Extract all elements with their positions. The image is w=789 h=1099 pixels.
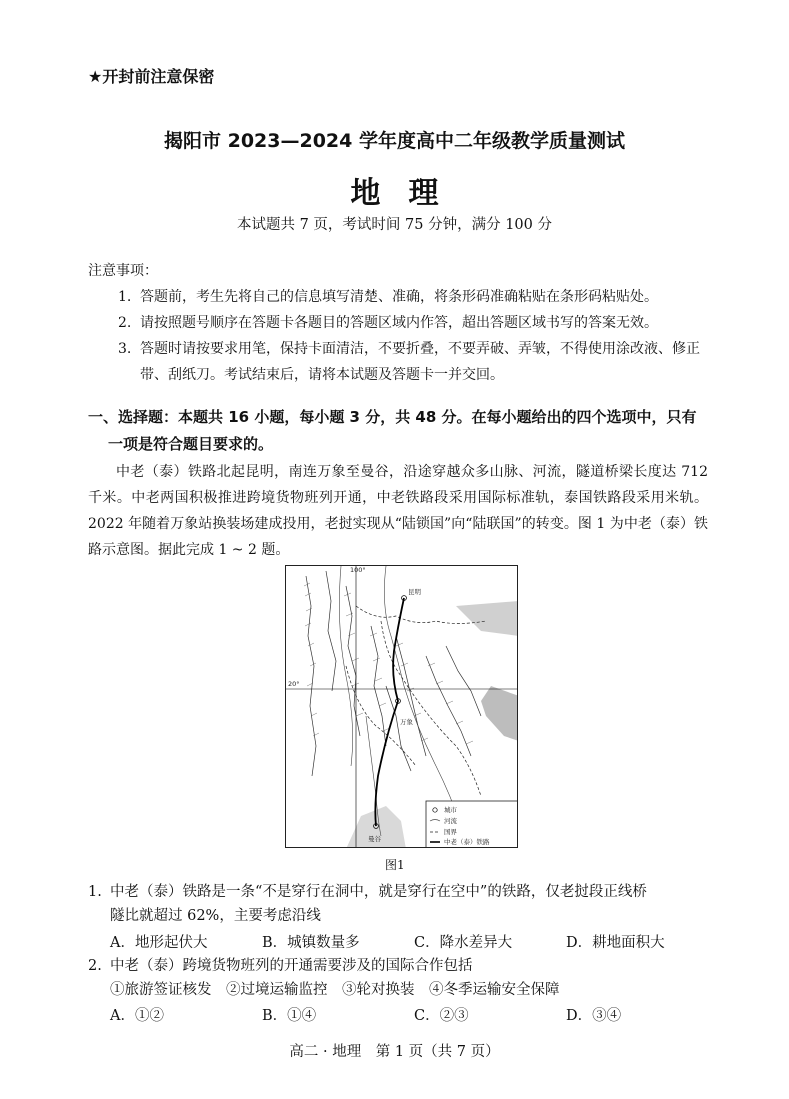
- legend-railway: 中老（泰）铁路: [444, 838, 490, 846]
- legend-border: 国界: [444, 828, 457, 836]
- railway-map: [285, 565, 518, 848]
- figure-caption: 图1: [385, 858, 405, 872]
- question-number: 2.: [88, 958, 102, 974]
- mountain-hatching: [304, 583, 473, 744]
- note-number: 3.: [118, 341, 132, 357]
- confidential-notice: ★开封前注意保密: [88, 67, 215, 86]
- note-item: [118, 310, 708, 336]
- question-stem-line2: ①旅游签证核发 ②过境运输监控 ③轮对换装 ④冬季运输安全保障: [110, 982, 560, 998]
- exam-title: 揭阳市 2023—2024 学年度高中二年级教学质量测试: [164, 130, 625, 152]
- note-text: 答题前，考生先将自己的信息填写清楚、准确，将条形码准确粘贴在条形码粘贴处。: [140, 289, 658, 305]
- label-vientiane: 万象: [400, 718, 413, 726]
- section-heading-line1: 一、选择题：本题共 16 小题，每小题 3 分，共 48 分。在每小题给出的四个选项中，只有: [88, 408, 697, 426]
- note-item: [118, 336, 708, 388]
- page-footer: 高二 · 地理 第 1 页（共 7 页）: [289, 1044, 500, 1060]
- label-kunming: 昆明: [408, 588, 421, 596]
- note-text: 答题时请按要求用笔，保持卡面清洁，不要折叠，不要弄破、弄皱，不得使用涂改液、修正带、刮纸刀。考试结束后，请将本试题及答题卡一并交回。: [140, 341, 700, 383]
- exam-info: 本试题共 7 页，考试时间 75 分钟，满分 100 分: [236, 217, 552, 233]
- option-b: B．①④: [262, 1008, 317, 1024]
- map-legend: [426, 801, 518, 848]
- border-lines: [346, 606, 486, 796]
- option-c: C．②③: [414, 1008, 469, 1024]
- section-heading-line2: 一项是符合题目要求的。: [108, 435, 274, 453]
- note-item: [118, 284, 708, 310]
- notes-heading: 注意事项：: [88, 263, 158, 279]
- question-stem-line1: 中老（泰）跨境货物班列的开通需要涉及的国际合作包括: [110, 958, 473, 974]
- sea-area: [456, 601, 518, 636]
- option-d: D．③④: [566, 1008, 622, 1024]
- note-text: 请按照题号顺序在答题卡各题目的答题区域内作答，超出答题区域书写的答案无效。: [140, 315, 658, 331]
- label-lat20: 20°: [288, 680, 300, 688]
- option-a: A．地形起伏大: [110, 935, 208, 951]
- option-a: A．①②: [110, 1008, 164, 1024]
- question-number: 1.: [88, 884, 102, 900]
- question-stem: [110, 954, 710, 1002]
- option-d: D．耕地面积大: [566, 935, 665, 951]
- legend-river: 河流: [444, 817, 457, 825]
- section-heading: [88, 404, 708, 458]
- map-svg: [286, 566, 518, 848]
- passage-text: 中老（泰）铁路北起昆明，南连万象至曼谷，沿途穿越众多山脉、河流，隧道桥梁长度达 712 千米。中老两国积极推进跨境货物班列开通，中老铁路段采用国际标准轨，泰国铁路段采用米轨。2022 年随着万象站换装场建成投用，老挝实现从“陆锁国”向“陆联国”的转变。图 1 为中老（泰）铁路示意图。据此完成 1 ~ 2 题。: [88, 464, 708, 558]
- subject-title: 地理: [350, 176, 467, 211]
- label-bangkok: 曼谷: [368, 835, 381, 843]
- note-number: 2.: [118, 315, 132, 331]
- legend-city: 城市: [444, 806, 457, 814]
- question-stem: [110, 880, 710, 928]
- note-number: 1.: [118, 289, 132, 305]
- question-stem-line1: 中老（泰）铁路是一条“不是穿行在洞中，就是穿行在空中”的铁路，仅老挝段正线桥: [110, 884, 647, 900]
- option-b: B．城镇数量多: [262, 935, 360, 951]
- question-stem-line2: 隧比就超过 62%，主要考虑沿线: [110, 908, 321, 924]
- label-lon100: 100°: [350, 566, 366, 574]
- option-c: C．降水差异大: [414, 935, 513, 951]
- sea-area: [481, 686, 518, 741]
